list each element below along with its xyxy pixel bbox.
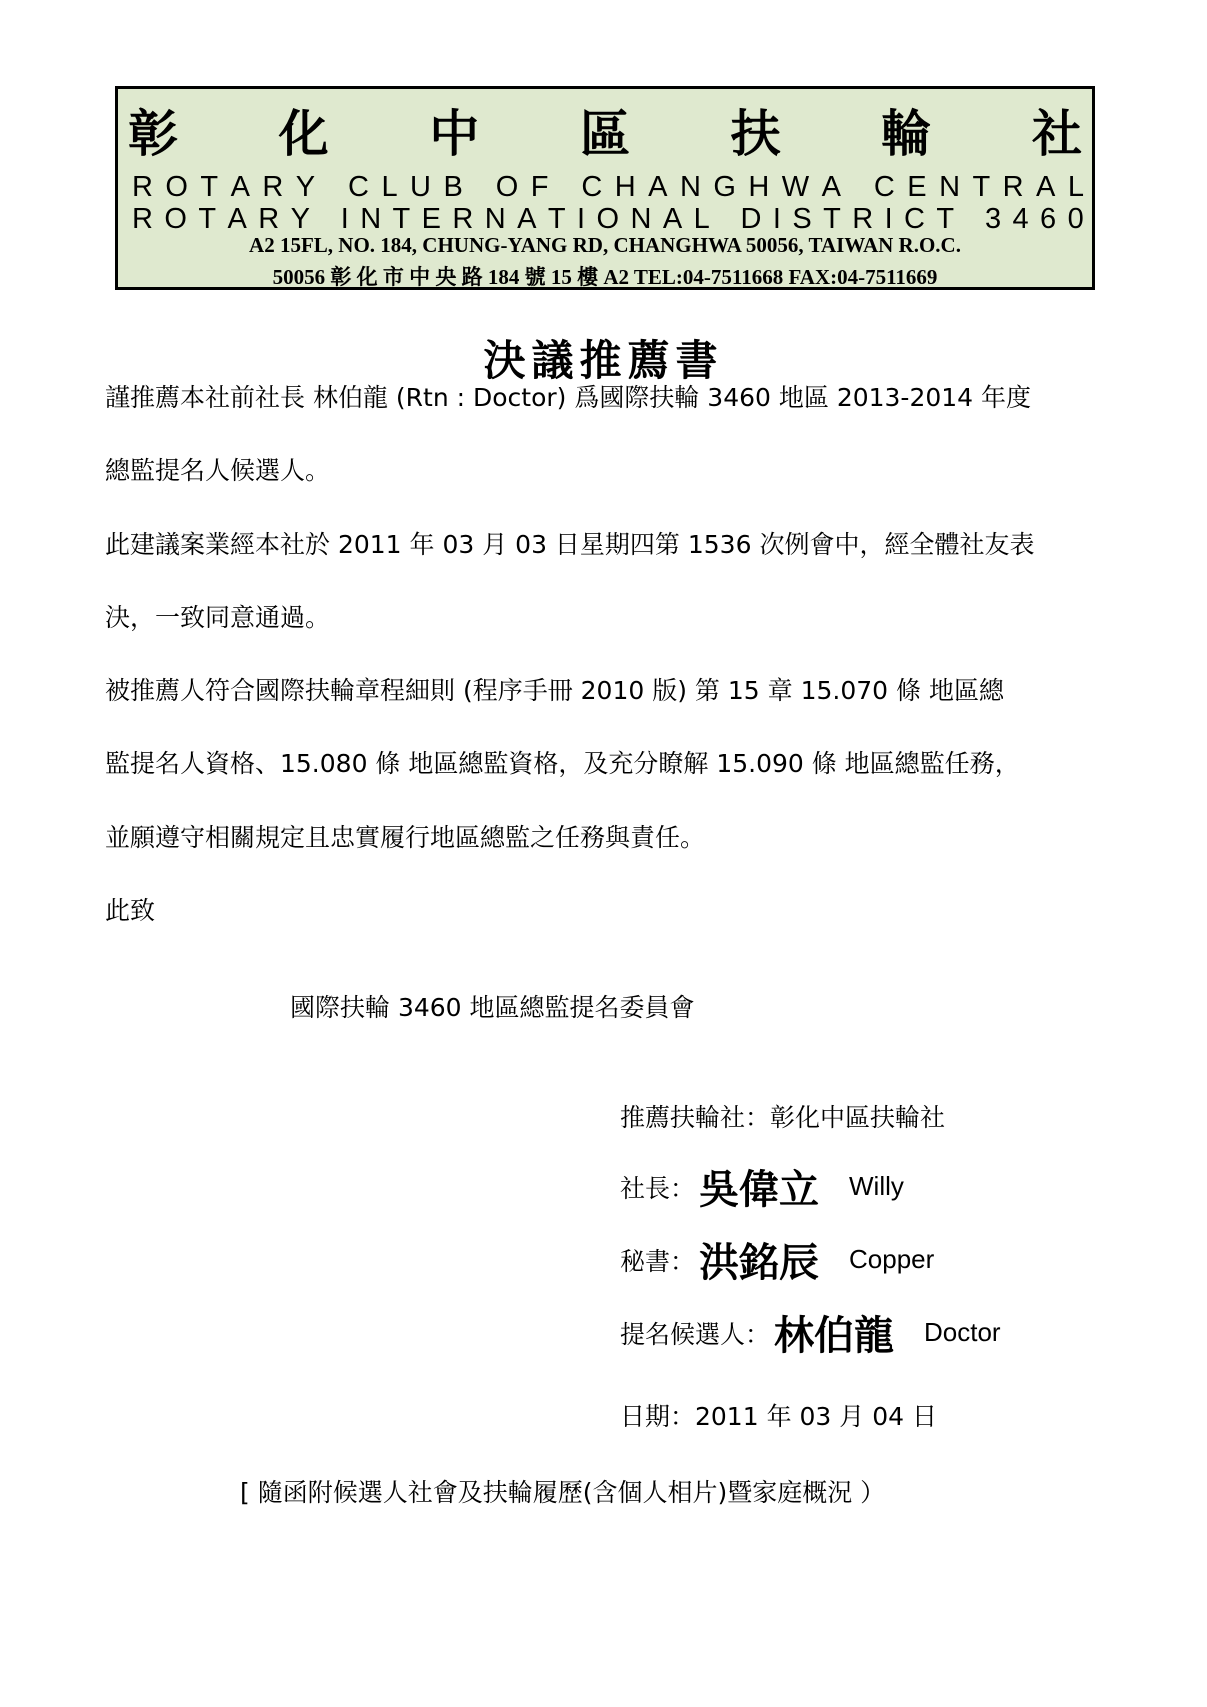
letterhead-char: N xyxy=(484,202,506,235)
secretary-signature-row xyxy=(620,1231,934,1288)
address-english: A2 15FL, NO. 184, CHUNG-YANG RD, CHANGHWA 50056, TAIWAN R.O.C. xyxy=(249,233,961,257)
candidate-english-name: Doctor xyxy=(924,1317,1001,1347)
letterhead-char: A xyxy=(821,170,841,203)
letterhead-char: Y xyxy=(295,170,316,203)
president-signature: 吳偉立 xyxy=(699,1166,820,1213)
club-name-char: 區 xyxy=(579,104,630,163)
letterhead-char: C xyxy=(348,170,369,203)
letterhead-char: C xyxy=(581,170,603,203)
letterhead-char: C xyxy=(904,202,925,235)
letterhead-char: R xyxy=(852,202,874,235)
letterhead-char: T xyxy=(392,202,411,235)
secretary-english-name: Copper xyxy=(849,1244,935,1274)
letterhead-char: T xyxy=(936,202,955,235)
letterhead-char: I xyxy=(577,202,586,235)
letterhead-char: L xyxy=(1067,170,1084,203)
district-name-english xyxy=(132,203,1084,235)
body-line: 監提名人資格、15.080 條 地區總監資格，及充分瞭解 15.090 條 地區總監任務， xyxy=(105,749,1020,778)
letterhead-char: R xyxy=(452,202,474,235)
letterhead-char: G xyxy=(713,170,736,203)
letterhead-char: Y xyxy=(290,202,310,235)
letterhead-char: S xyxy=(792,202,812,235)
signature-date-text: 日期：2011 年 03 月 04 日 xyxy=(620,1402,937,1431)
letterhead-char: D xyxy=(740,202,762,235)
club-name-char: 社 xyxy=(1031,104,1082,163)
signature-date xyxy=(620,1397,937,1433)
document-title: 決議推薦書 xyxy=(483,336,724,385)
letterhead-char: I xyxy=(772,202,781,235)
letterhead-char: T xyxy=(200,170,219,203)
letterhead-char: H xyxy=(614,170,636,203)
letterhead-char: H xyxy=(748,170,770,203)
letterhead-char: O xyxy=(596,202,620,235)
letterhead-char: R xyxy=(258,202,280,235)
recommending-club-text: 推薦扶輪社：彰化中區扶輪社 xyxy=(620,1103,946,1132)
letterhead-char: I xyxy=(884,202,893,235)
letterhead-char: T xyxy=(547,202,566,235)
letterhead-char: N xyxy=(939,170,961,203)
letterhead-char: 3 xyxy=(984,202,1002,235)
letterhead-char: R xyxy=(1002,170,1024,203)
salutation: 此致 xyxy=(105,896,156,925)
body-line: 總監提名人候選人。 xyxy=(105,456,331,485)
letterhead-char: I xyxy=(340,202,349,235)
letterhead-char: E xyxy=(907,170,927,203)
letterhead-char: F xyxy=(530,170,549,203)
president-english-name: Willy xyxy=(849,1171,904,1201)
recipient: 國際扶輪 3460 地區總監提名委員會 xyxy=(290,993,695,1022)
letterhead-char: L xyxy=(381,170,398,203)
letterhead-char: N xyxy=(630,202,652,235)
letterhead-char: C xyxy=(873,170,895,203)
body-line: 並願遵守相關規定且忠實履行地區總監之任務與責任。 xyxy=(105,823,706,852)
letterhead-char: T xyxy=(198,202,217,235)
president-label: 社長： xyxy=(620,1173,696,1203)
letterhead-char: A xyxy=(648,170,668,203)
letterhead-char: T xyxy=(972,170,991,203)
letterhead-char: N xyxy=(360,202,382,235)
letterhead-char: A xyxy=(662,202,683,235)
letterhead-char: 6 xyxy=(1040,202,1057,235)
letterhead-char: T xyxy=(823,202,841,235)
letterhead-char: W xyxy=(781,170,810,203)
club-name-chinese xyxy=(128,95,1082,165)
letterhead-char: O xyxy=(165,170,188,203)
club-name-char: 扶 xyxy=(730,104,781,163)
club-name-english xyxy=(132,171,1084,203)
body-line: 此建議案業經本社於 2011 年 03 月 03 日星期四第 1536 次例會中，經全體社友表 xyxy=(105,530,1035,559)
letterhead-char: A xyxy=(227,202,247,235)
letterhead-char: A xyxy=(517,202,537,235)
letterhead-char: O xyxy=(495,170,519,203)
letterhead-char: L xyxy=(693,202,710,235)
club-name-char: 化 xyxy=(278,104,329,163)
letterhead-char: O xyxy=(164,202,187,235)
letterhead-char: B xyxy=(443,170,463,203)
club-name-char: 輪 xyxy=(881,104,932,163)
letterhead-char: U xyxy=(410,170,431,203)
attachment-note: [ 隨函附候選人社會及扶輪履歷(含個人相片)暨家庭概況 ） xyxy=(240,1478,886,1507)
letterhead-char: R xyxy=(132,202,153,235)
club-name-char: 彰 xyxy=(128,104,178,163)
president-signature-row xyxy=(620,1158,904,1215)
body-line: 被推薦人符合國際扶輪章程細則 (程序手冊 2010 版) 第 15 章 15.070 條 地區總 xyxy=(105,676,1004,705)
letterhead-char: R xyxy=(262,170,284,203)
address-chinese: 50056 彰 化 市 中 央 路 184 號 15 樓 A2 TEL:04-7511668 FAX:04-7511669 xyxy=(272,265,938,289)
body-line: 決，一致同意通過。 xyxy=(105,603,331,632)
letterhead-char: E xyxy=(421,202,442,235)
candidate-label: 提名候選人： xyxy=(620,1319,771,1349)
letterhead-char: N xyxy=(679,170,701,203)
letterhead-char: R xyxy=(132,170,153,203)
secretary-label: 秘書： xyxy=(620,1246,696,1276)
letterhead-char: 0 xyxy=(1067,202,1084,235)
candidate-signature: 林伯龍 xyxy=(774,1312,895,1359)
secretary-signature: 洪銘辰 xyxy=(699,1239,820,1286)
body-line: 謹推薦本社前社長 林伯龍 (Rtn : Doctor) 爲國際扶輪 3460 地區 2013-2014 年度 xyxy=(105,383,1032,412)
candidate-signature-row xyxy=(620,1304,1001,1361)
club-name-char: 中 xyxy=(429,104,480,163)
letterhead xyxy=(115,86,1095,290)
letterhead-char: A xyxy=(230,170,250,203)
recommending-club xyxy=(620,1098,945,1134)
letterhead-char: 4 xyxy=(1012,202,1029,235)
letterhead-char: A xyxy=(1036,170,1056,203)
